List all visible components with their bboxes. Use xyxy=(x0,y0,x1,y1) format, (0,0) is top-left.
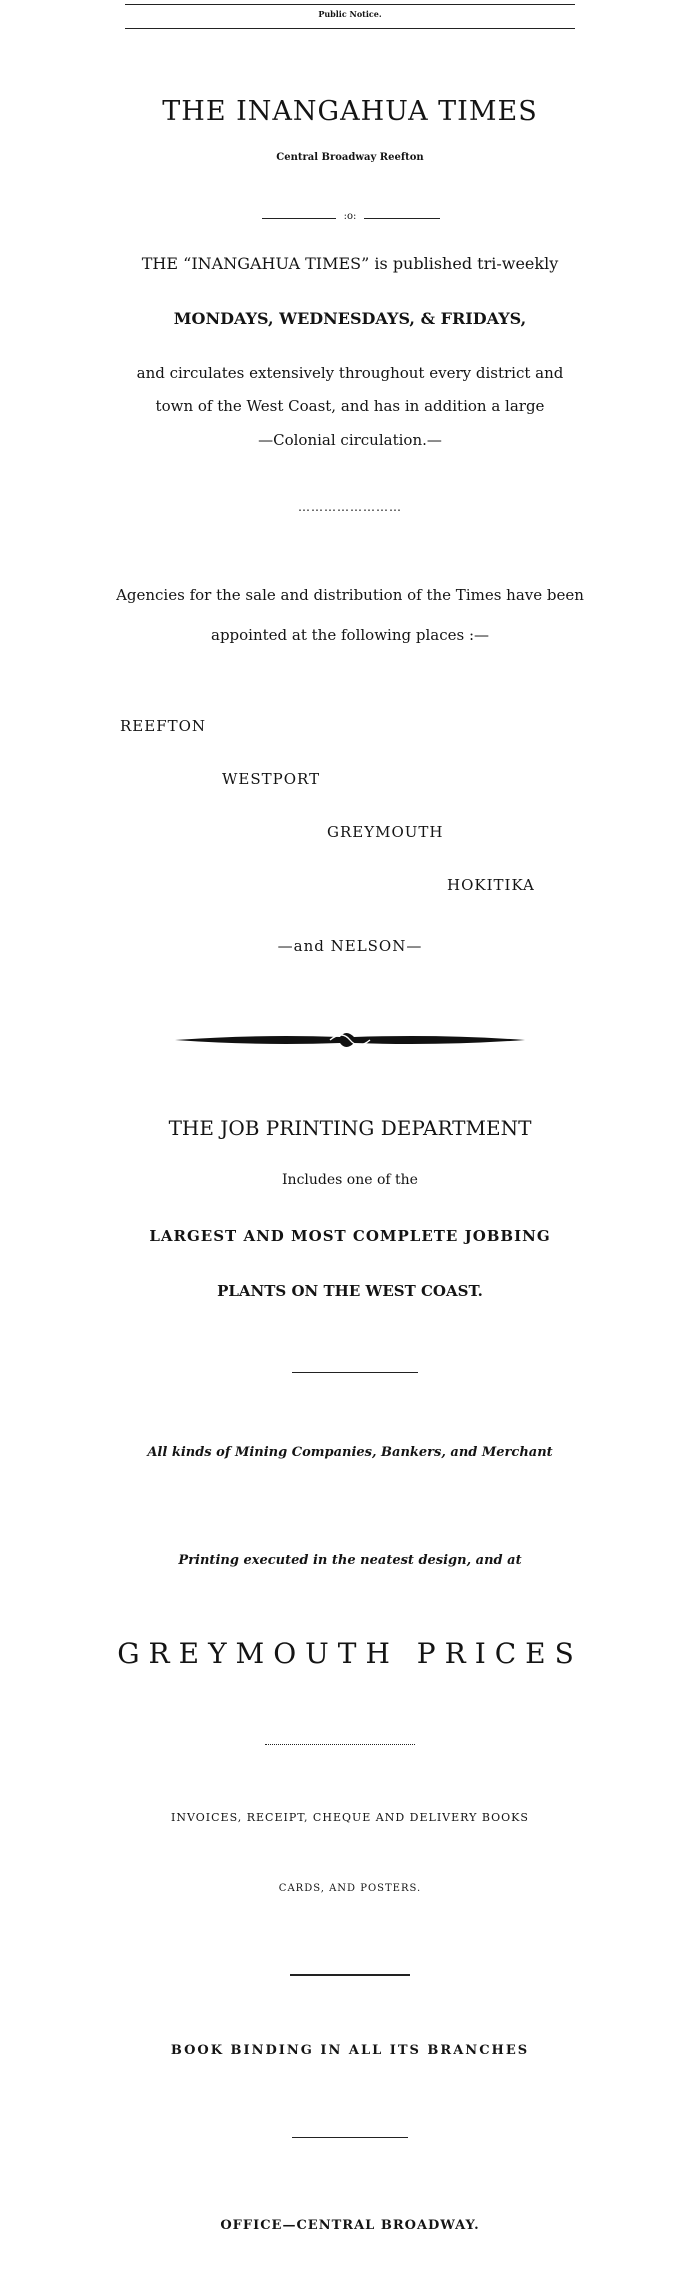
binding-divider xyxy=(292,2137,408,2138)
job-kinds: All kinds of Mining Companies, Bankers, and Merchant xyxy=(147,1445,553,1460)
cards-divider xyxy=(290,1974,410,1976)
greymouth-prices: GREYMOUTH PRICES xyxy=(117,1637,583,1670)
agency-place-hokitika: HOKITIKA xyxy=(447,876,535,894)
intro-line-3: town of the West Coast, and has in addition a large xyxy=(155,397,545,415)
intro-line-4: —Colonial circulation.— xyxy=(258,431,442,449)
top-rule xyxy=(125,4,575,5)
masthead-title: THE INANGAHUA TIMES xyxy=(162,96,538,127)
invoices-line: INVOICES, RECEIPT, CHEQUE AND DELIVERY BOOKS xyxy=(171,1811,529,1824)
agency-place-nelson: —and NELSON— xyxy=(277,937,423,955)
job-executed: Printing executed in the neatest design, and at xyxy=(178,1553,522,1568)
agencies-line-2: appointed at the following places :— xyxy=(211,626,489,644)
intro-days: MONDAYS, WEDNESDAYS, & FRIDAYS, xyxy=(173,309,527,328)
intro-line-2: and circulates extensively throughout every district and xyxy=(136,364,564,382)
masthead-address: Central Broadway Reefton xyxy=(276,152,424,163)
prices-divider xyxy=(265,1744,415,1745)
intro-line-1: THE “INANGAHUA TIMES” is published tri-weekly xyxy=(141,254,559,273)
cards-line: CARDS, AND POSTERS. xyxy=(278,1883,422,1894)
dotted-divider: …………………… xyxy=(298,500,402,514)
office-line: OFFICE—CENTRAL BROADWAY. xyxy=(220,2218,480,2233)
agencies-line-1: Agencies for the sale and distribution of the Times have been xyxy=(116,586,584,604)
public-notice-text: Public Notice. xyxy=(318,9,382,19)
job-printing-line-1: LARGEST AND MOST COMPLETE JOBBING xyxy=(149,1227,551,1245)
swash-divider xyxy=(170,1025,530,1055)
divider-ornament: :o: xyxy=(343,211,357,222)
job-printing-includes: Includes one of the xyxy=(282,1172,418,1188)
job-divider xyxy=(292,1372,418,1373)
public-notice-header xyxy=(0,9,700,19)
book-binding-line: BOOK BINDING IN ALL ITS BRANCHES xyxy=(170,2043,530,2058)
job-printing-title: THE JOB PRINTING DEPARTMENT xyxy=(168,1116,532,1140)
header-rule xyxy=(125,28,575,29)
divider-left xyxy=(262,218,336,219)
job-printing-line-2: PLANTS ON THE WEST COAST. xyxy=(217,1282,483,1300)
agency-place-reefton: REEFTON xyxy=(120,717,207,735)
agency-place-westport: WESTPORT xyxy=(222,770,321,788)
divider-right xyxy=(364,218,440,219)
agency-place-greymouth: GREYMOUTH xyxy=(327,823,444,841)
